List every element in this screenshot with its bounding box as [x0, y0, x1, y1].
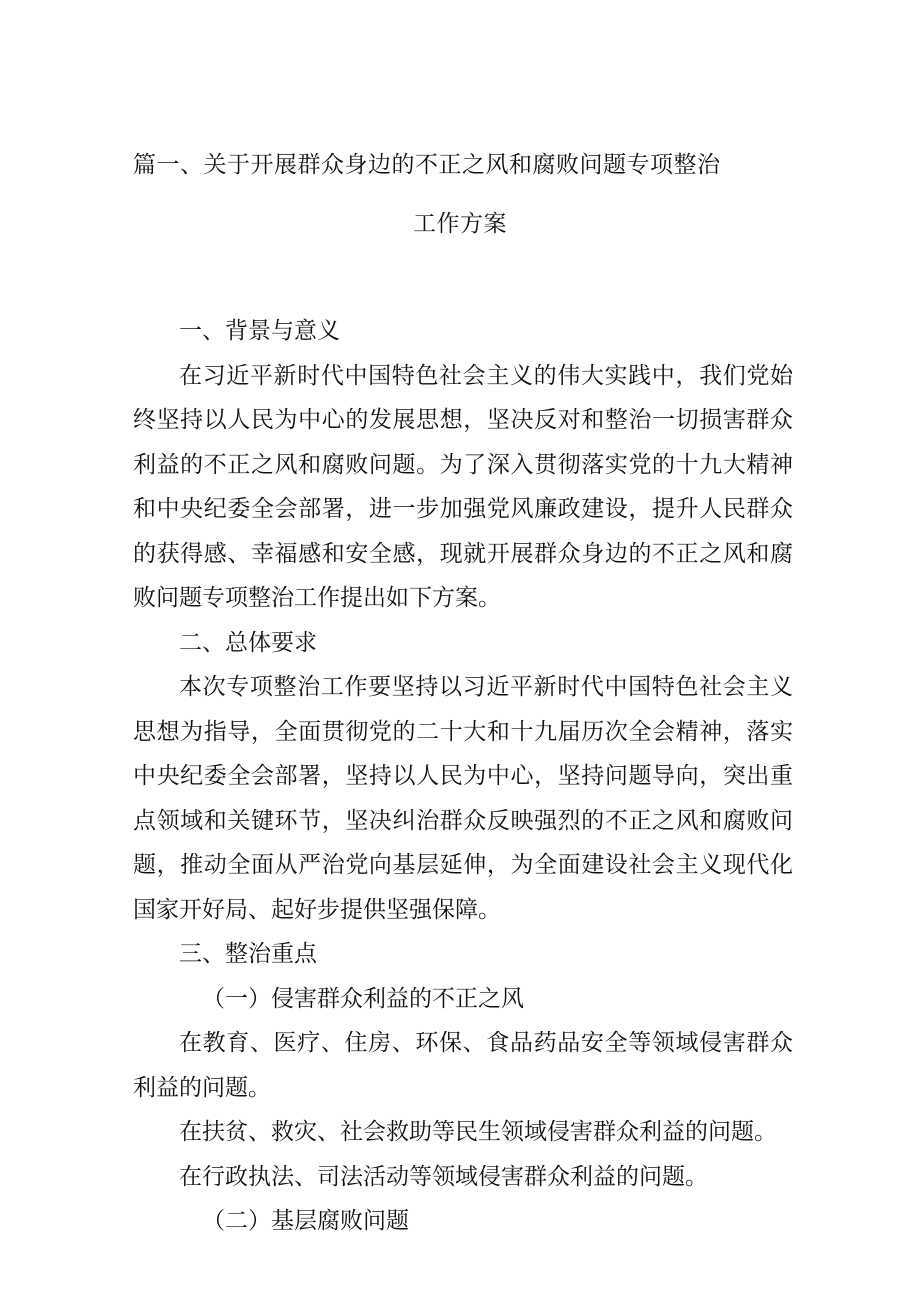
section-3-subheading-2: （二）基层腐败问题 [202, 1208, 409, 1234]
section-3-item-2: 在扶贫、救灾、社会救助等民生领域侵害群众利益的问题。 [179, 1119, 777, 1145]
document-title-line-1: 篇一、关于开展群众身边的不正之风和腐败问题专项整治 [133, 152, 721, 178]
section-1-paragraph: 在习近平新时代中国特色社会主义的伟大实践中，我们党始终坚持以人民为中心的发展思想，坚决反对和整治一切损害群众利益的不正之风和腐败问题。为了深入贯彻落实党的十九大精神和中央纪委全会部署，进一步加强党风廉政建设，提升人民群众的获得感、幸福感和安全感，现就开展群众身边的不正之风和腐败问题专项整治工作提出如下方案。 [133, 362, 793, 611]
section-2-heading: 二、总体要求 [179, 629, 317, 656]
section-3-heading: 三、整治重点 [179, 941, 317, 967]
document-body [133, 309, 793, 1244]
section-3-item-3: 在行政执法、司法活动等领域侵害群众利益的问题。 [179, 1163, 708, 1190]
section-1-heading: 一、背景与意义 [179, 318, 340, 344]
section-2-paragraph: 本次专项整治工作要坚持以习近平新时代中国特色社会主义思想为指导，全面贯彻党的二十大和十九届历次全会精神，落实中央纪委全会部署，坚持以人民为中心，坚持问题导向，突出重点领域和关键环节，坚决纠治群众反映强烈的不正之风和腐败问题，推动全面从严治党向基层延伸，为全面建设社会主义现代化国家开好局、起好步提供坚强保障。 [133, 674, 793, 923]
document-title-line-2: 工作方案 [413, 211, 507, 237]
section-3-item-1: 在教育、医疗、住房、环保、食品药品安全等领域侵害群众利益的问题。 [133, 1030, 793, 1101]
section-3-subheading-1: （一）侵害群众利益的不正之风 [202, 985, 524, 1012]
